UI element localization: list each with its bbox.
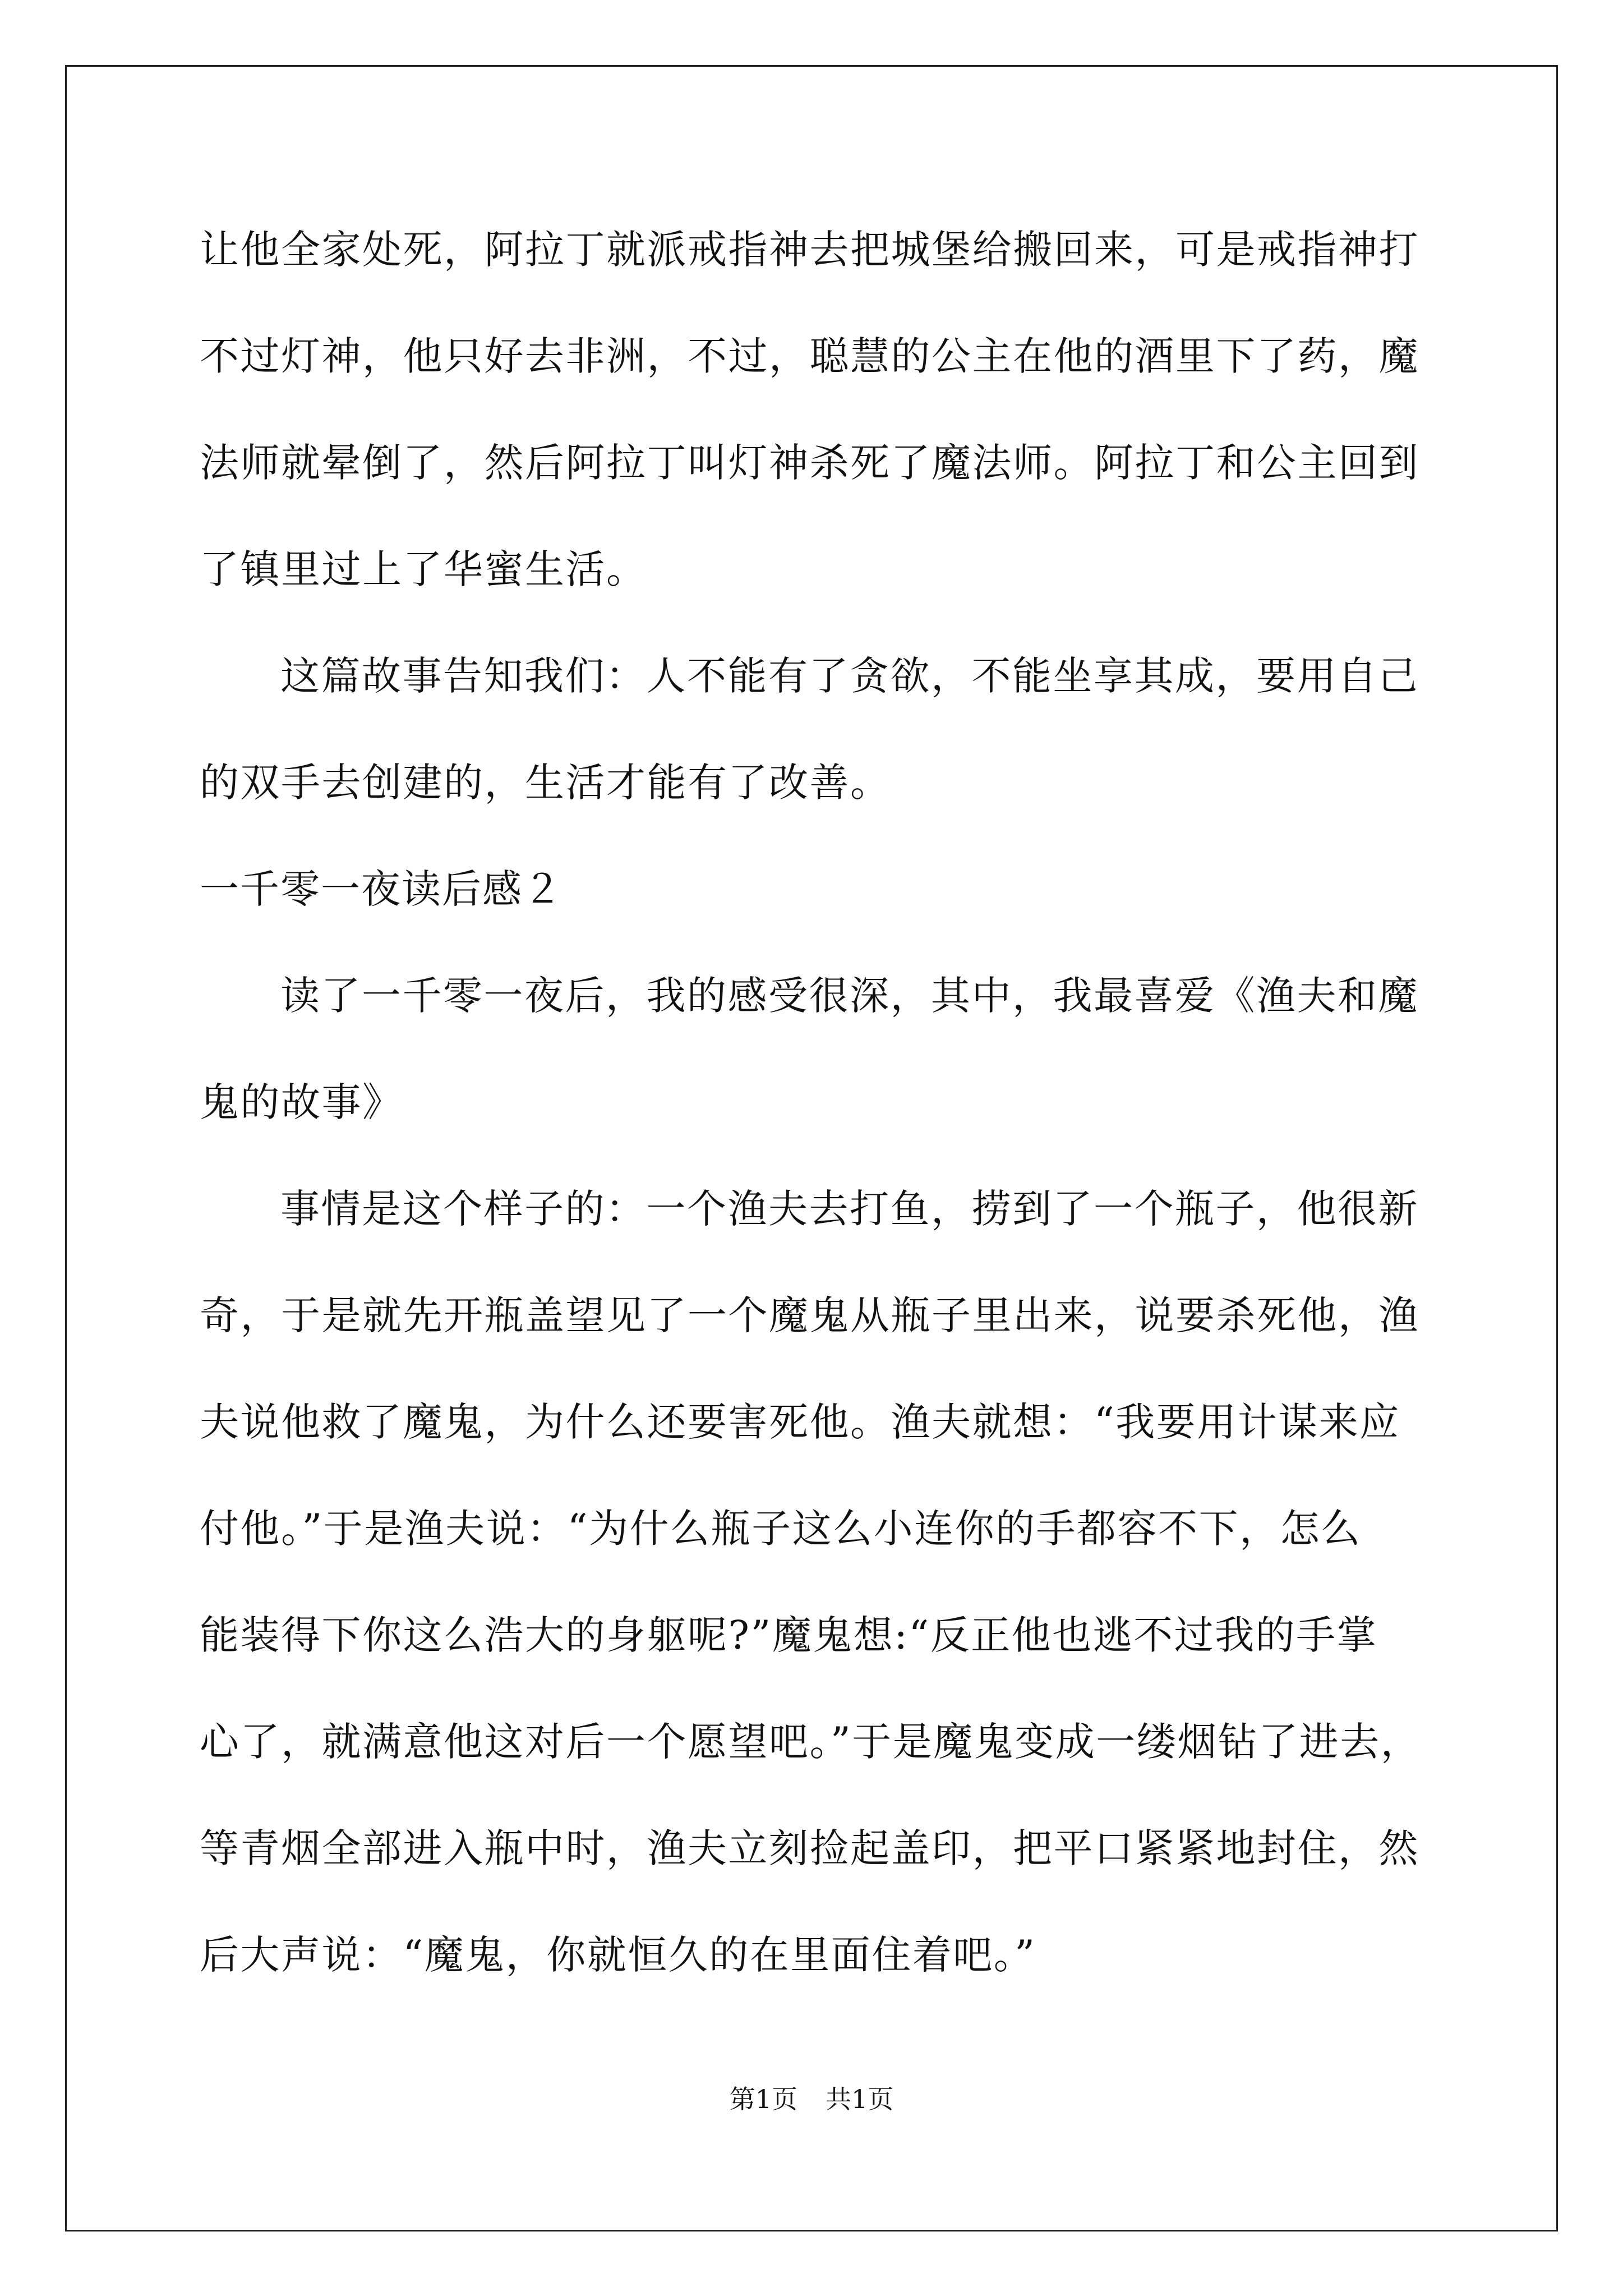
page-total: 共1页 (826, 2084, 894, 2114)
paragraph-line: 事情是这个样子的：一个渔夫去打鱼，捞到了一个瓶子，他很新 (280, 1186, 1419, 1232)
paragraph-line: 奇，于是就先开瓶盖望见了一个魔鬼从瓶子里出来，说要杀死他，渔 (200, 1292, 1419, 1338)
paragraph-line: 读了一千零一夜后，我的感受很深，其中，我最喜爱《渔夫和魔 (280, 973, 1419, 1019)
paragraph-line: 不过灯神，他只好去非洲，不过，聪慧的公主在他的酒里下了药，魔 (200, 333, 1419, 379)
paragraph-line: 的双手去创建的，生活才能有了改善。 (200, 760, 891, 806)
paragraph-line: 这篇故事告知我们：人不能有了贪欲，不能坐享其成，要用自己 (280, 653, 1419, 699)
paragraph-line: 能装得下你这么浩大的身躯呢?”魔鬼想:“反正他也逃不过我的手掌 (200, 1612, 1378, 1658)
paragraph-line: 心了，就满意他这对后一个愿望吧。”于是魔鬼变成一缕烟钻了进去， (200, 1719, 1422, 1765)
section-heading: 一千零一夜读后感２ (200, 866, 563, 912)
paragraph-line: 付他。”于是渔夫说：“为什么瓶子这么小连你的手都容不下，怎么 (200, 1506, 1362, 1552)
paragraph-line: 后大声说：“魔鬼，你就恒久的在里面住着吧。” (200, 1932, 1036, 1978)
page-border (65, 65, 1558, 2231)
paragraph-line: 鬼的故事》 (200, 1079, 403, 1125)
page-number: 第1页 (729, 2084, 797, 2114)
paragraph-line: 等青烟全部进入瓶中时，渔夫立刻捡起盖印，把平口紧紧地封住，然 (200, 1825, 1419, 1871)
page-footer (0, 2082, 1623, 2116)
paragraph-line: 夫说他救了魔鬼，为什么还要害死他。渔夫就想：“我要用计谋来应 (200, 1399, 1400, 1445)
paragraph-line: 了镇里过上了华蜜生活。 (200, 546, 647, 592)
paragraph-line: 法师就晕倒了，然后阿拉丁叫灯神杀死了魔法师。阿拉丁和公主回到 (200, 440, 1419, 486)
paragraph-line: 让他全家处死，阿拉丁就派戒指神去把城堡给搬回来，可是戒指神打 (200, 227, 1419, 273)
